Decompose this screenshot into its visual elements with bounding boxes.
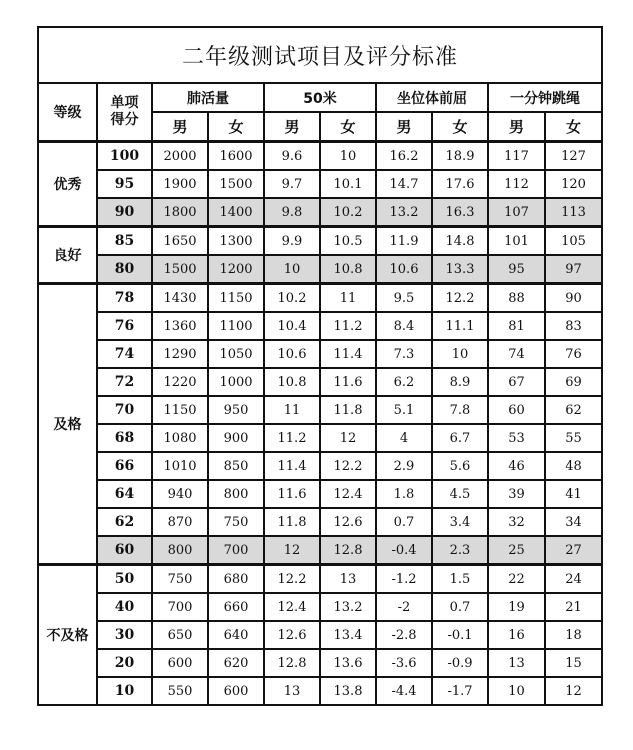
value-cell: 13 (264, 677, 320, 705)
value-cell: 22 (488, 565, 545, 594)
table-row (38, 452, 602, 480)
value-cell: 10.6 (376, 255, 432, 284)
score-cell: 20 (97, 649, 152, 677)
value-cell: -0.9 (432, 649, 488, 677)
value-cell: 112 (488, 170, 545, 198)
value-cell: 1100 (208, 312, 264, 340)
value-cell: 660 (208, 593, 264, 621)
table-row (38, 227, 602, 256)
value-cell: 1220 (152, 368, 208, 396)
value-cell: 16 (488, 621, 545, 649)
value-cell: 16.2 (376, 142, 432, 171)
score-cell: 70 (97, 396, 152, 424)
score-cell: 40 (97, 593, 152, 621)
value-cell: 76 (545, 340, 602, 368)
header-male: 男 (488, 112, 545, 142)
value-cell: 127 (545, 142, 602, 171)
value-cell: 650 (152, 621, 208, 649)
header-female: 女 (545, 112, 602, 142)
value-cell: 7.3 (376, 340, 432, 368)
value-cell: 13.6 (320, 649, 376, 677)
value-cell: 90 (545, 284, 602, 313)
value-cell: 13.2 (320, 593, 376, 621)
table-row (38, 649, 602, 677)
value-cell: 1500 (152, 255, 208, 284)
value-cell: 1150 (208, 284, 264, 313)
table-row (38, 621, 602, 649)
value-cell: 0.7 (376, 508, 432, 536)
value-cell: 16.3 (432, 198, 488, 227)
value-cell: 39 (488, 480, 545, 508)
value-cell: 12 (264, 536, 320, 565)
table-row (38, 396, 602, 424)
value-cell: 10.8 (320, 255, 376, 284)
table-row (38, 508, 602, 536)
value-cell: 105 (545, 227, 602, 256)
header-score (97, 83, 152, 142)
value-cell: 88 (488, 284, 545, 313)
score-cell: 30 (97, 621, 152, 649)
value-cell: 34 (545, 508, 602, 536)
value-cell: 9.9 (264, 227, 320, 256)
value-cell: 14.8 (432, 227, 488, 256)
value-cell: 1150 (152, 396, 208, 424)
value-cell: 5.1 (376, 396, 432, 424)
value-cell: 9.8 (264, 198, 320, 227)
value-cell: 1200 (208, 255, 264, 284)
value-cell: 4.5 (432, 480, 488, 508)
value-cell: 97 (545, 255, 602, 284)
value-cell: 11.4 (320, 340, 376, 368)
value-cell: -2.8 (376, 621, 432, 649)
header-item-rope-skipping: 一分钟跳绳 (488, 83, 602, 112)
header-female: 女 (320, 112, 376, 142)
value-cell: 19 (488, 593, 545, 621)
value-cell: 600 (208, 677, 264, 705)
value-cell: 83 (545, 312, 602, 340)
value-cell: 1080 (152, 424, 208, 452)
value-cell: 32 (488, 508, 545, 536)
value-cell: 18 (545, 621, 602, 649)
header-item-sit-and-reach: 坐位体前屈 (376, 83, 488, 112)
value-cell: 1800 (152, 198, 208, 227)
value-cell: 12.6 (320, 508, 376, 536)
header-female: 女 (432, 112, 488, 142)
value-cell: 12.2 (264, 565, 320, 594)
table-row (38, 677, 602, 705)
value-cell: 27 (545, 536, 602, 565)
table-row (38, 170, 602, 198)
value-cell: 700 (208, 536, 264, 565)
value-cell: 41 (545, 480, 602, 508)
value-cell: 117 (488, 142, 545, 171)
value-cell: 48 (545, 452, 602, 480)
value-cell: 870 (152, 508, 208, 536)
value-cell: 55 (545, 424, 602, 452)
value-cell: 11.9 (376, 227, 432, 256)
value-cell: 67 (488, 368, 545, 396)
scoring-standard-sheet (37, 26, 601, 706)
value-cell: 24 (545, 565, 602, 594)
value-cell: 53 (488, 424, 545, 452)
header-male: 男 (376, 112, 432, 142)
value-cell: 62 (545, 396, 602, 424)
value-cell: 1650 (152, 227, 208, 256)
value-cell: 2.9 (376, 452, 432, 480)
table-row (38, 536, 602, 565)
table-row (38, 368, 602, 396)
value-cell: 10 (264, 255, 320, 284)
value-cell: 12.8 (264, 649, 320, 677)
level-cell-excellent: 优秀 (38, 142, 97, 227)
value-cell: -1.2 (376, 565, 432, 594)
value-cell: 10 (488, 677, 545, 705)
header-male: 男 (264, 112, 320, 142)
value-cell: 11.8 (320, 396, 376, 424)
value-cell: -1.7 (432, 677, 488, 705)
value-cell: 10 (432, 340, 488, 368)
value-cell: 2.3 (432, 536, 488, 565)
value-cell: 12.2 (432, 284, 488, 313)
value-cell: 1050 (208, 340, 264, 368)
value-cell: -0.4 (376, 536, 432, 565)
value-cell: 69 (545, 368, 602, 396)
value-cell: 700 (152, 593, 208, 621)
table-row (38, 480, 602, 508)
score-cell: 68 (97, 424, 152, 452)
table-row (38, 340, 602, 368)
value-cell: 11.8 (264, 508, 320, 536)
value-cell: 12 (320, 424, 376, 452)
table-title: 二年级测试项目及评分标准 (38, 27, 602, 83)
score-cell: 76 (97, 312, 152, 340)
score-cell: 10 (97, 677, 152, 705)
table-row (38, 593, 602, 621)
value-cell: 25 (488, 536, 545, 565)
value-cell: 11.2 (320, 312, 376, 340)
value-cell: 640 (208, 621, 264, 649)
score-cell: 100 (97, 142, 152, 171)
value-cell: 13.2 (376, 198, 432, 227)
value-cell: -4.4 (376, 677, 432, 705)
score-cell: 72 (97, 368, 152, 396)
value-cell: 1400 (208, 198, 264, 227)
score-cell: 90 (97, 198, 152, 227)
value-cell: 600 (152, 649, 208, 677)
header-female: 女 (208, 112, 264, 142)
table-row (38, 284, 602, 313)
value-cell: 900 (208, 424, 264, 452)
value-cell: 1430 (152, 284, 208, 313)
score-cell: 64 (97, 480, 152, 508)
value-cell: 11.2 (264, 424, 320, 452)
value-cell: 107 (488, 198, 545, 227)
value-cell: 9.6 (264, 142, 320, 171)
value-cell: 940 (152, 480, 208, 508)
header-score-label: 单项得分 (110, 95, 139, 128)
score-cell: 95 (97, 170, 152, 198)
value-cell: 5.6 (432, 452, 488, 480)
value-cell: 11 (320, 284, 376, 313)
header-item-50m: 50米 (264, 83, 376, 112)
value-cell: 13.4 (320, 621, 376, 649)
value-cell: 1600 (208, 142, 264, 171)
value-cell: 6.7 (432, 424, 488, 452)
table-row (38, 312, 602, 340)
score-cell: 60 (97, 536, 152, 565)
header-male: 男 (152, 112, 208, 142)
table-row (38, 198, 602, 227)
value-cell: 2000 (152, 142, 208, 171)
value-cell: 8.9 (432, 368, 488, 396)
value-cell: 21 (545, 593, 602, 621)
value-cell: 12.4 (320, 480, 376, 508)
value-cell: 1500 (208, 170, 264, 198)
value-cell: 12.2 (320, 452, 376, 480)
score-cell: 85 (97, 227, 152, 256)
value-cell: 13.8 (320, 677, 376, 705)
value-cell: 113 (545, 198, 602, 227)
value-cell: 15 (545, 649, 602, 677)
value-cell: 13 (488, 649, 545, 677)
header-level: 等级 (38, 83, 97, 142)
score-cell: 78 (97, 284, 152, 313)
level-cell-pass: 及格 (38, 284, 97, 565)
value-cell: 8.4 (376, 312, 432, 340)
value-cell: 13.3 (432, 255, 488, 284)
value-cell: 13 (320, 565, 376, 594)
score-cell: 80 (97, 255, 152, 284)
value-cell: 750 (152, 565, 208, 594)
value-cell: 46 (488, 452, 545, 480)
table-row (38, 565, 602, 594)
value-cell: 1290 (152, 340, 208, 368)
table-row (38, 424, 602, 452)
value-cell: 10.4 (264, 312, 320, 340)
value-cell: 74 (488, 340, 545, 368)
value-cell: 800 (152, 536, 208, 565)
value-cell: 3.4 (432, 508, 488, 536)
value-cell: 60 (488, 396, 545, 424)
value-cell: 10.2 (320, 198, 376, 227)
value-cell: 1900 (152, 170, 208, 198)
value-cell: 9.7 (264, 170, 320, 198)
value-cell: 101 (488, 227, 545, 256)
value-cell: 750 (208, 508, 264, 536)
value-cell: 11 (264, 396, 320, 424)
header-item-lung-capacity: 肺活量 (152, 83, 264, 112)
value-cell: 6.2 (376, 368, 432, 396)
value-cell: 14.7 (376, 170, 432, 198)
level-cell-fail: 不及格 (38, 565, 97, 706)
value-cell: 18.9 (432, 142, 488, 171)
value-cell: 12.6 (264, 621, 320, 649)
value-cell: 4 (376, 424, 432, 452)
value-cell: 1.8 (376, 480, 432, 508)
value-cell: 1010 (152, 452, 208, 480)
value-cell: 11.4 (264, 452, 320, 480)
score-cell: 74 (97, 340, 152, 368)
score-cell: 62 (97, 508, 152, 536)
value-cell: 12 (545, 677, 602, 705)
score-cell: 66 (97, 452, 152, 480)
value-cell: 850 (208, 452, 264, 480)
value-cell: 1300 (208, 227, 264, 256)
value-cell: 950 (208, 396, 264, 424)
value-cell: 12.8 (320, 536, 376, 565)
value-cell: 10.6 (264, 340, 320, 368)
table-row (38, 142, 602, 171)
value-cell: 620 (208, 649, 264, 677)
value-cell: 81 (488, 312, 545, 340)
value-cell: 120 (545, 170, 602, 198)
scoring-table (37, 26, 603, 706)
value-cell: 1000 (208, 368, 264, 396)
value-cell: 10.1 (320, 170, 376, 198)
table-body (38, 142, 602, 706)
value-cell: 10.8 (264, 368, 320, 396)
value-cell: 9.5 (376, 284, 432, 313)
value-cell: 95 (488, 255, 545, 284)
value-cell: 11.6 (320, 368, 376, 396)
value-cell: 1360 (152, 312, 208, 340)
value-cell: 10.2 (264, 284, 320, 313)
table-row (38, 255, 602, 284)
value-cell: 10 (320, 142, 376, 171)
value-cell: 10.5 (320, 227, 376, 256)
value-cell: 12.4 (264, 593, 320, 621)
value-cell: 680 (208, 565, 264, 594)
value-cell: 11.6 (264, 480, 320, 508)
value-cell: -0.1 (432, 621, 488, 649)
level-cell-good: 良好 (38, 227, 97, 284)
value-cell: 550 (152, 677, 208, 705)
value-cell: 17.6 (432, 170, 488, 198)
score-cell: 50 (97, 565, 152, 594)
value-cell: 1.5 (432, 565, 488, 594)
value-cell: 7.8 (432, 396, 488, 424)
value-cell: -2 (376, 593, 432, 621)
value-cell: -3.6 (376, 649, 432, 677)
value-cell: 0.7 (432, 593, 488, 621)
value-cell: 11.1 (432, 312, 488, 340)
value-cell: 800 (208, 480, 264, 508)
